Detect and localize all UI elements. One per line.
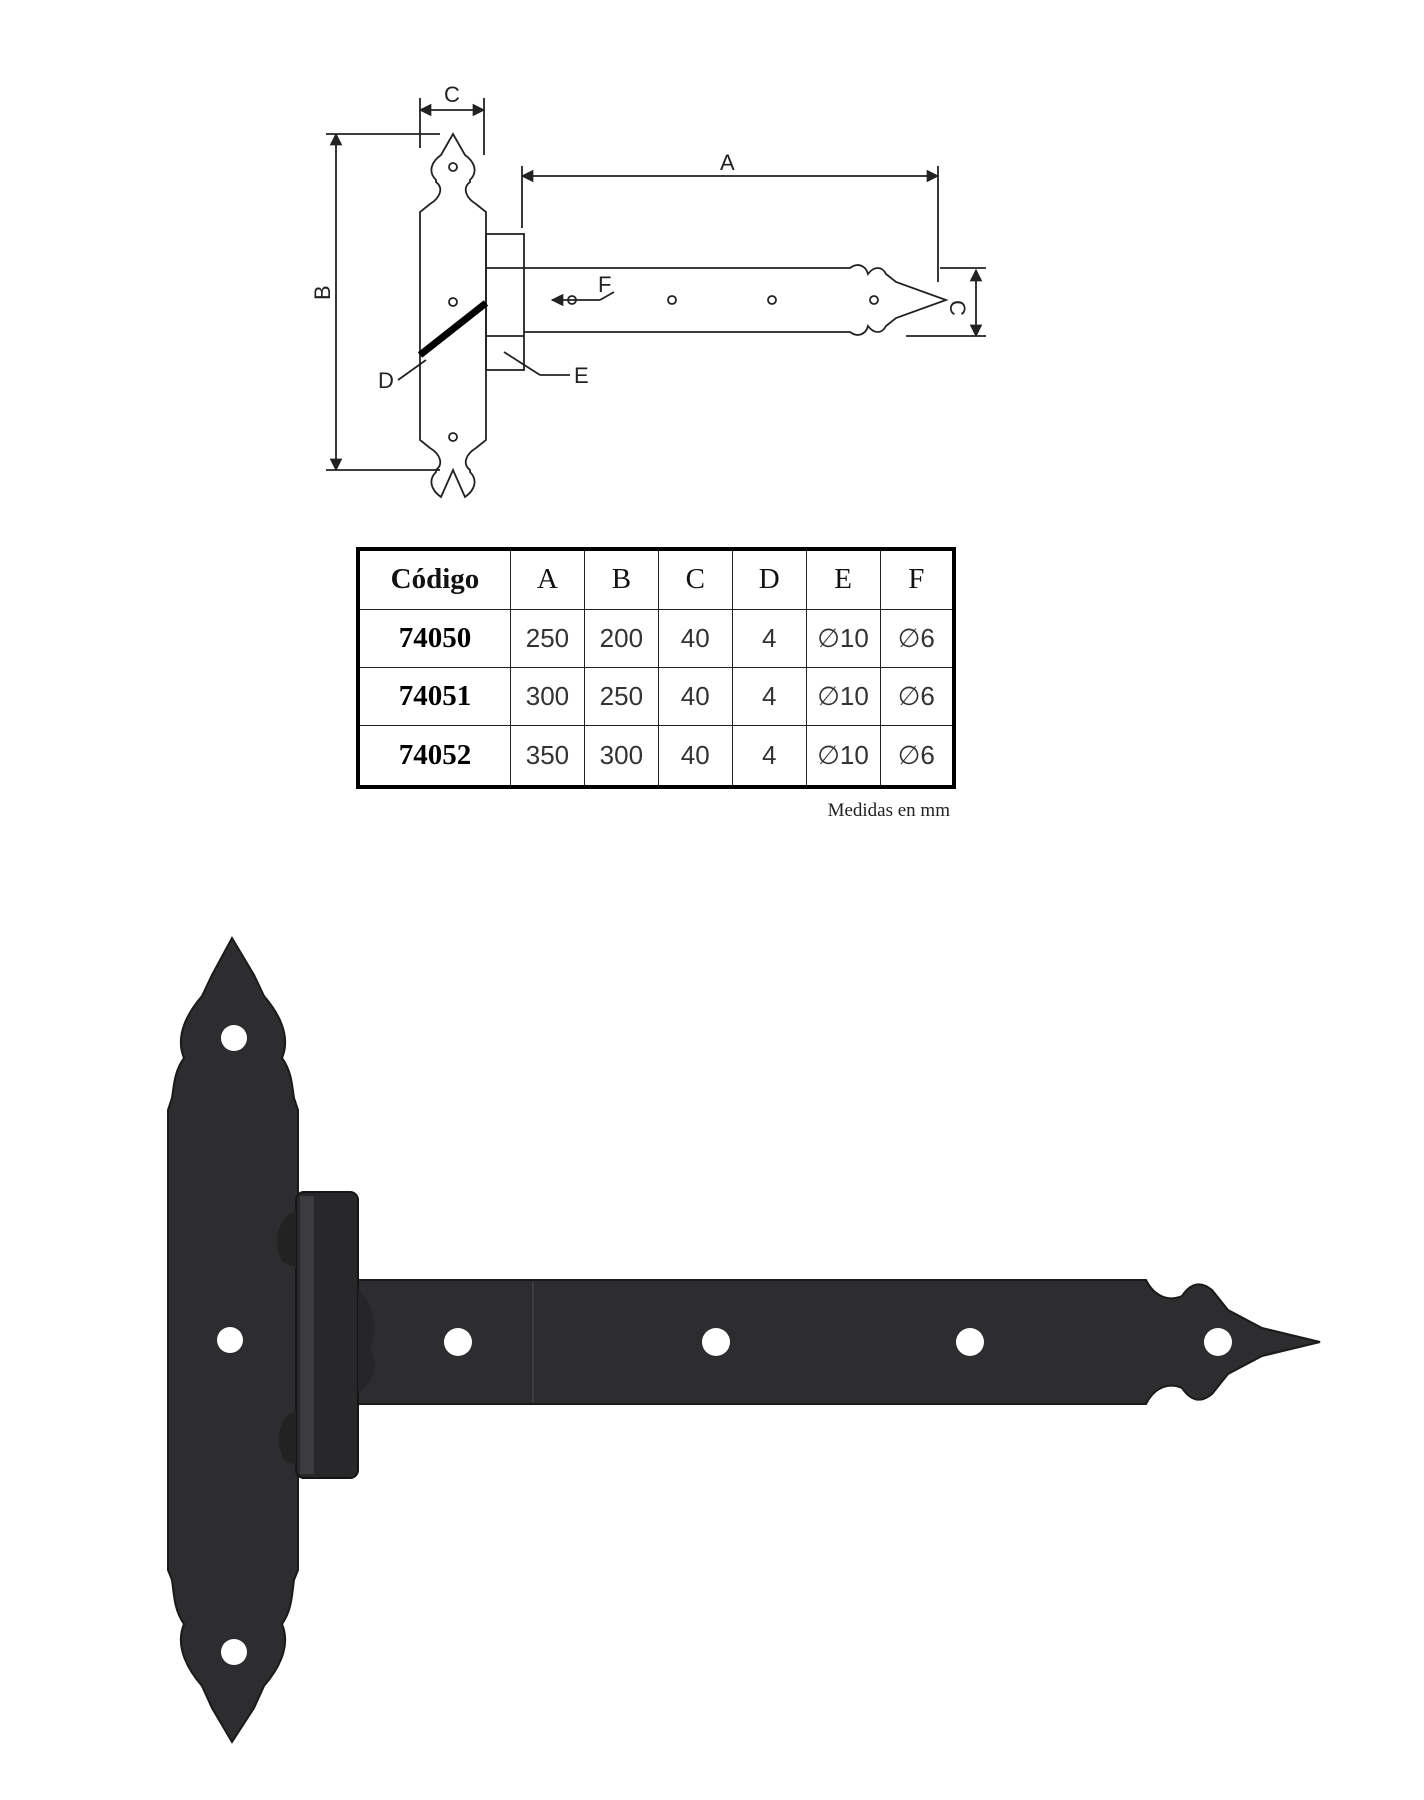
cell-f: ∅6 [880, 667, 954, 725]
hinge-photo [168, 938, 1320, 1742]
cell-f: ∅6 [880, 609, 954, 667]
drawing-vertical-plate [420, 134, 486, 497]
col-header-c: C [658, 549, 732, 609]
col-header-b: B [584, 549, 658, 609]
cell-c: 40 [658, 726, 732, 787]
dimensions-table [356, 547, 956, 789]
cell-d: 4 [732, 726, 806, 787]
cell-b: 200 [584, 609, 658, 667]
hinge-hole [221, 1025, 247, 1051]
cell-e: ∅10 [806, 667, 880, 725]
hinge-hole [444, 1328, 472, 1356]
col-header-d: D [732, 549, 806, 609]
col-header-a: A [511, 549, 585, 609]
cell-a: 350 [511, 726, 585, 787]
cell-code: 74051 [358, 667, 511, 725]
dim-label-d: D [378, 368, 394, 393]
hinge-hole [217, 1327, 243, 1353]
drawing-knuckle [486, 234, 524, 370]
cell-a: 300 [511, 667, 585, 725]
hinge-strap [340, 1280, 1320, 1404]
dimension-labels [310, 82, 970, 393]
table-row [358, 726, 954, 787]
hinge-hole [702, 1328, 730, 1356]
technical-drawing [326, 98, 986, 497]
dim-label-e: E [574, 363, 589, 388]
cell-d: 4 [732, 609, 806, 667]
cell-f: ∅6 [880, 726, 954, 787]
col-header-codigo: Código [358, 549, 511, 609]
dim-label-b: B [310, 285, 335, 300]
units-note: Medidas en mm [827, 800, 950, 821]
cell-b: 250 [584, 667, 658, 725]
table-header-row [358, 549, 954, 609]
dim-label-f: F [598, 272, 612, 297]
cell-a: 250 [511, 609, 585, 667]
cell-code: 74052 [358, 726, 511, 787]
cell-code: 74050 [358, 609, 511, 667]
cell-c: 40 [658, 609, 732, 667]
hinge-hole [221, 1639, 247, 1665]
cell-b: 300 [584, 726, 658, 787]
hinge-hole [956, 1328, 984, 1356]
hinge-hole [1204, 1328, 1232, 1356]
cell-e: ∅10 [806, 726, 880, 787]
table-row [358, 667, 954, 725]
dim-label-c-top: C [444, 82, 460, 107]
cell-c: 40 [658, 667, 732, 725]
cell-e: ∅10 [806, 609, 880, 667]
col-header-e: E [806, 549, 880, 609]
dim-label-a: A [720, 150, 735, 175]
dim-label-c-right: C [945, 300, 970, 316]
col-header-f: F [880, 549, 954, 609]
table-row [358, 609, 954, 667]
cell-d: 4 [732, 667, 806, 725]
